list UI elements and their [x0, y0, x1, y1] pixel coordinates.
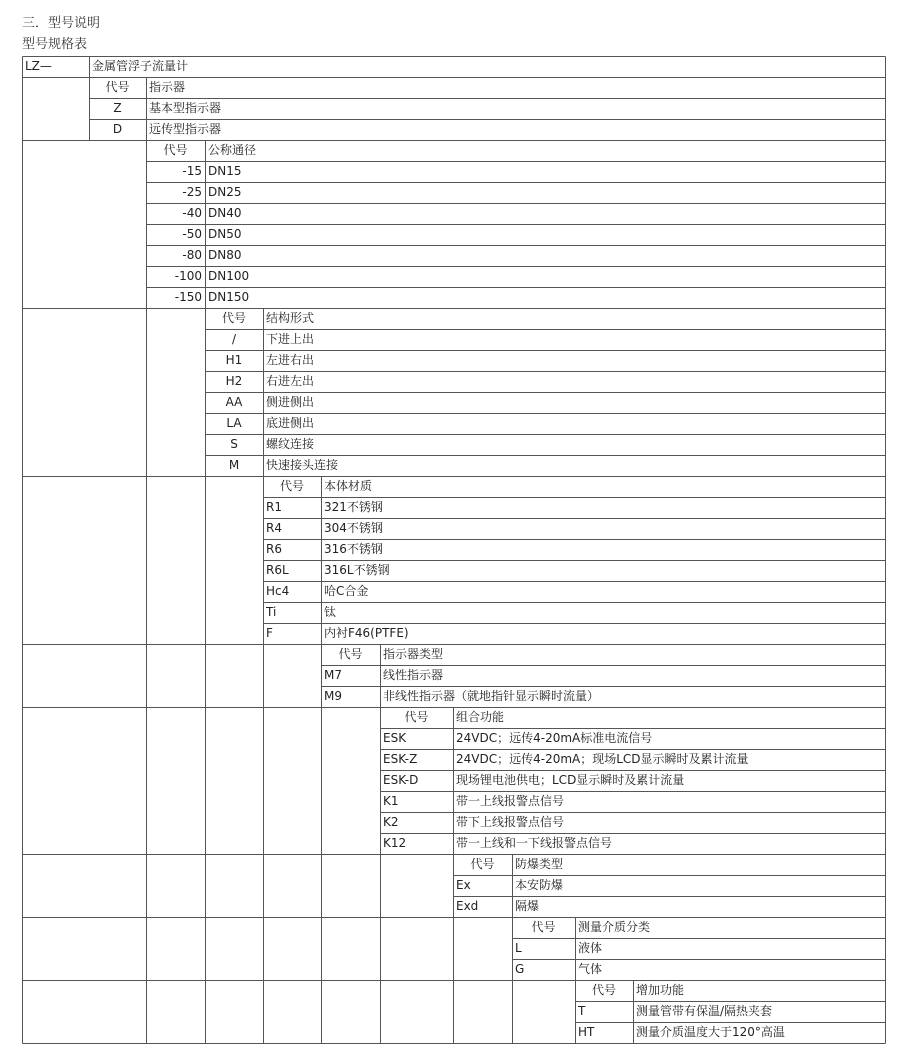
option-label: 右进左出: [266, 374, 315, 388]
column-header-code: 代号: [105, 80, 130, 94]
column-header-code: 代号: [221, 311, 246, 325]
option-code: Hc4: [266, 584, 290, 598]
option-code: H2: [225, 374, 243, 388]
option-code: Z: [113, 101, 122, 115]
option-label: 非线性指示器（就地指针显示瞬时流量）: [383, 689, 600, 703]
option-label: 左进右出: [266, 353, 315, 367]
option-label: 24VDC；远传4-20mA；现场LCD显示瞬时及累计流量: [456, 752, 749, 766]
column-header-label: 结构形式: [266, 311, 315, 325]
column-header-label: 测量介质分类: [578, 920, 651, 934]
option-label: 气体: [578, 962, 603, 976]
option-label: DN40: [208, 206, 242, 220]
option-code: R6: [266, 542, 282, 556]
option-code: -40: [182, 206, 202, 220]
option-label: 测量管带有保温/隔热夹套: [636, 1004, 773, 1018]
option-code: -15: [182, 164, 202, 178]
column-header-code: 代号: [338, 647, 363, 661]
column-header-label: 本体材质: [324, 479, 373, 493]
option-code: AA: [225, 395, 243, 409]
option-label: 快速接头连接: [266, 458, 339, 472]
column-header-label: 指示器类型: [383, 647, 444, 661]
option-code: -150: [174, 290, 202, 304]
option-label: DN80: [208, 248, 242, 262]
product-name: 金属管浮子流量计: [92, 59, 189, 73]
option-code: M: [228, 458, 240, 472]
option-code: Ex: [456, 878, 471, 892]
column-header-label: 组合功能: [456, 710, 505, 724]
option-label: 316L不锈钢: [324, 563, 390, 577]
column-header-label: 公称通径: [208, 143, 257, 157]
option-code: -25: [182, 185, 202, 199]
section-title: 三．型号说明: [22, 16, 101, 31]
model-prefix: LZ—: [25, 59, 52, 73]
option-label: 304不锈钢: [324, 521, 383, 535]
option-code: Exd: [456, 899, 479, 913]
option-code: R6L: [266, 563, 289, 577]
option-label: 远传型指示器: [149, 122, 222, 136]
option-code: ESK-Z: [383, 752, 418, 766]
column-header-code: 代号: [470, 857, 495, 871]
option-code: L: [515, 941, 522, 955]
option-code: M9: [324, 689, 342, 703]
option-label: DN25: [208, 185, 242, 199]
option-code: HT: [578, 1025, 595, 1039]
option-code: /: [231, 332, 237, 346]
option-code: G: [515, 962, 525, 976]
column-header-code: 代号: [163, 143, 188, 157]
option-label: 线性指示器: [383, 668, 444, 682]
option-code: D: [112, 122, 123, 136]
option-label: 底进侧出: [266, 416, 315, 430]
column-header-code: 代号: [279, 479, 304, 493]
column-header-code: 代号: [591, 983, 616, 997]
table-caption: 型号规格表: [22, 37, 88, 52]
option-code: ESK: [383, 731, 407, 745]
option-code: Ti: [266, 605, 277, 619]
option-label: 现场锂电池供电；LCD显示瞬时及累计流量: [456, 773, 685, 787]
option-label: 带下上线报警点信号: [456, 815, 565, 829]
option-label: DN100: [208, 269, 250, 283]
option-code: H1: [225, 353, 243, 367]
option-code: -50: [182, 227, 202, 241]
column-header-label: 增加功能: [636, 983, 685, 997]
option-label: 24VDC；远传4-20mA标准电流信号: [456, 731, 653, 745]
column-header-code: 代号: [531, 920, 556, 934]
option-code: K2: [383, 815, 399, 829]
option-code: K1: [383, 794, 399, 808]
option-code: M7: [324, 668, 342, 682]
option-code: -80: [182, 248, 202, 262]
option-label: 测量介质温度大于120°高温: [636, 1025, 785, 1039]
option-label: 316不锈钢: [324, 542, 383, 556]
option-label: 带一上线报警点信号: [456, 794, 565, 808]
option-label: 321不锈钢: [324, 500, 383, 514]
option-label: 带一上线和一下线报警点信号: [456, 836, 613, 850]
option-code: ESK-D: [383, 773, 419, 787]
option-label: 基本型指示器: [149, 101, 222, 115]
option-code: LA: [226, 416, 242, 430]
option-code: -100: [174, 269, 202, 283]
option-code: F: [266, 626, 273, 640]
option-label: 侧进侧出: [266, 395, 315, 409]
column-header-label: 指示器: [149, 80, 186, 94]
option-label: DN150: [208, 290, 250, 304]
option-code: T: [578, 1004, 586, 1018]
column-header-code: 代号: [404, 710, 429, 724]
option-label: 本安防爆: [515, 878, 564, 892]
option-label: 哈C合金: [324, 584, 369, 598]
option-code: S: [230, 437, 238, 451]
option-code: R1: [266, 500, 282, 514]
option-label: 下进上出: [266, 332, 315, 346]
option-label: DN50: [208, 227, 242, 241]
option-label: 内衬F46(PTFE): [324, 626, 409, 640]
option-label: 螺纹连接: [266, 437, 315, 451]
option-label: DN15: [208, 164, 242, 178]
option-code: R4: [266, 521, 282, 535]
column-header-label: 防爆类型: [515, 857, 564, 871]
option-code: K12: [383, 836, 407, 850]
option-label: 隔爆: [515, 899, 540, 913]
option-label: 液体: [578, 941, 603, 955]
option-label: 钛: [324, 605, 337, 619]
